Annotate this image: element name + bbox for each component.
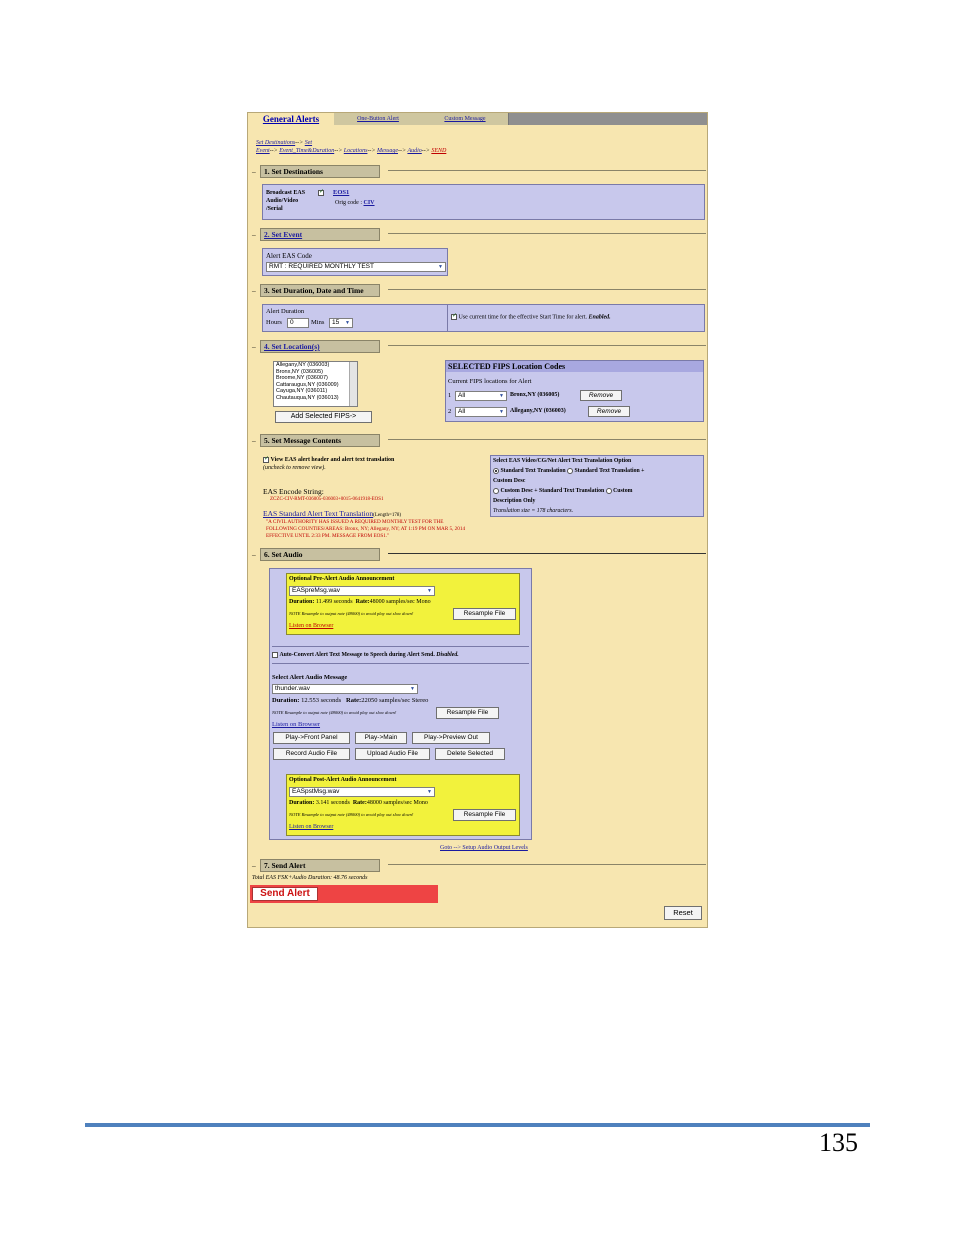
list-item[interactable]: Bronx,NY (036005) [276, 368, 323, 375]
section-title: 5. Set Message Contents [260, 434, 380, 447]
upload-audio-button[interactable]: Upload Audio File [355, 748, 430, 760]
option-label: Description Only [493, 498, 536, 504]
post-alert-note: NOTE Resample to output rate (48000) to avoid play out slow down! [289, 812, 414, 817]
auto-convert-row[interactable]: Auto-Convert Alert Text Message to Speech during Alert Send. Disabled. [272, 646, 529, 664]
total-duration: Total EAS FSK+Audio Duration: 48.76 seconds [252, 875, 368, 881]
chevron-down-icon: ▼ [438, 264, 443, 270]
crumb-locations[interactable]: Locations [343, 148, 368, 154]
tab-general-alerts[interactable]: General Alerts [248, 113, 335, 125]
fips-current-label: Current FIPS locations for Alert [448, 378, 532, 385]
pre-alert-resample-button[interactable]: Resample File [453, 608, 516, 620]
destination-type-label: Broadcast EAS Audio/Video /Serial [266, 190, 306, 212]
record-audio-button[interactable]: Record Audio File [273, 748, 350, 760]
crumb-set[interactable]: Set [304, 140, 313, 146]
fips-part-select[interactable]: All ▼ [455, 391, 507, 401]
tab-custom-message[interactable]: Custom Message [422, 113, 509, 125]
current-time-checkbox[interactable] [451, 314, 457, 320]
pre-alert-file-select[interactable]: EASpreMsg.wav ▼ [289, 586, 435, 596]
option-label: Custom Desc [493, 478, 526, 484]
chevron-down-icon: ▼ [499, 409, 504, 415]
translation-text: "A CIVIL AUTHORITY HAS ISSUED A REQUIRED MONTHLY TEST FOR THE FOLLOWING COUNTIES/AREAS: Bronx, NY; Allegany, NY; AT 1:19 PM ON MAR 5, 2014 EFFECTIVE UNTIL 2:33 PM. MESSAGE FROM EOS1." [266, 519, 466, 539]
radio-custom-only[interactable] [606, 488, 612, 494]
destinations-panel [262, 184, 705, 220]
post-alert-listen-link[interactable]: Listen on Browser [289, 824, 334, 830]
encode-string-value: ZCZC-CIV-RMT-036005-036003+0015-0641918-EOS1 [270, 497, 384, 502]
fips-location-name: Bronx,NY (036005) [510, 392, 560, 398]
reset-button[interactable]: Reset [664, 906, 702, 920]
send-alert-button[interactable]: Send Alert [252, 887, 318, 901]
auto-convert-checkbox[interactable] [272, 652, 278, 658]
crumb-event[interactable]: Event [256, 148, 270, 154]
page-number: 135 [819, 1128, 858, 1157]
event-panel [262, 248, 448, 276]
pre-alert-info: Duration: 11.499 seconds Rate:48000 samples/sec Mono [289, 599, 431, 605]
option-title: Select EAS Video/CG/Net Alert Text Translation Option [493, 458, 632, 464]
mins-select[interactable]: 15 ▼ [329, 318, 353, 328]
listbox-scrollbar[interactable] [349, 362, 357, 406]
fips-title: SELECTED FIPS Location Codes [446, 361, 703, 372]
crumb-sep: --> [421, 148, 430, 154]
section-set-message[interactable]: – 5. Set Message Contents [252, 434, 380, 445]
translation-link[interactable]: EAS Standard Alert Text Translation [263, 509, 374, 518]
breadcrumb [256, 139, 446, 155]
tab-bar [248, 113, 708, 125]
section-title: 2. Set Event [260, 228, 380, 241]
post-alert-file-select[interactable]: EASpstMsg.wav ▼ [289, 787, 435, 797]
crumb-event-time[interactable]: Event_Time&Duration [279, 148, 335, 154]
radio-standard[interactable] [493, 468, 499, 474]
list-item[interactable]: Broome,NY (036007) [276, 375, 328, 381]
crumb-destinations[interactable]: Set Destinations [256, 140, 296, 146]
destination-checkbox[interactable] [318, 189, 324, 197]
section-set-duration[interactable]: – 3. Set Duration, Date and Time [252, 284, 380, 295]
post-alert-resample-button[interactable]: Resample File [453, 809, 516, 821]
section-title: 6. Set Audio [260, 548, 380, 561]
chevron-down-icon: ▼ [410, 686, 415, 692]
section-set-locations[interactable]: – 4. Set Location(s) [252, 340, 380, 351]
crumb-sep: --> [367, 148, 376, 154]
radio-custom-standard[interactable] [493, 488, 499, 494]
remove-fips-button[interactable]: Remove [580, 390, 622, 401]
fips-row-num: 2 [448, 408, 452, 415]
pre-alert-panel [286, 573, 520, 635]
section-set-event[interactable]: – 2. Set Event [252, 228, 380, 239]
main-audio-resample-button[interactable]: Resample File [436, 707, 499, 719]
crumb-message[interactable]: Message [376, 148, 398, 154]
length-note: (Length=178) [373, 513, 401, 518]
play-main-button[interactable]: Play->Main [355, 732, 407, 744]
pre-alert-note: NOTE Resample to output rate (48000) to avoid play out slow down! [289, 611, 414, 616]
play-preview-button[interactable]: Play->Preview Out [412, 732, 490, 744]
main-audio-info: Duration: 12.553 seconds Rate:22050 samples/sec Stereo [272, 697, 429, 704]
list-item[interactable]: Chautauqua,NY (036013) [276, 394, 339, 401]
crumb-sep: --> [269, 148, 278, 154]
post-alert-info: Duration: 3.141 seconds Rate:48000 samples/sec Mono [289, 800, 428, 806]
chevron-down-icon: ▼ [499, 393, 504, 399]
section-set-audio[interactable]: – 6. Set Audio [252, 548, 380, 559]
crumb-send[interactable]: SEND [431, 148, 447, 154]
list-item[interactable]: Allegany,NY (036003) [276, 362, 330, 368]
view-translation-option[interactable]: ✓ View EAS alert header and alert text translation (uncheck to remove view). [263, 456, 394, 472]
fips-location-name: Allegany,NY (036003) [510, 408, 566, 414]
audio-panel [269, 568, 532, 840]
option-row-1: Standard Text Translation Standard Text Translation + [493, 466, 703, 476]
eas-alert-screenshot [247, 112, 708, 928]
duration-label: Alert Duration [266, 308, 305, 315]
section-title: 4. Set Location(s) [260, 340, 380, 353]
remove-fips-button[interactable]: Remove [588, 406, 630, 417]
crumb-audio[interactable]: Audio [407, 148, 422, 154]
chevron-down-icon: ▼ [427, 789, 432, 795]
section-send-alert[interactable]: – 7. Send Alert [252, 859, 380, 870]
option-row-2: Custom Desc + Standard Text Translation Custom [493, 486, 703, 496]
translation-link-row [263, 509, 401, 518]
radio-standard-custom[interactable] [567, 468, 573, 474]
pre-alert-listen-link[interactable]: Listen on Browser [289, 623, 334, 629]
event-code-select[interactable]: RMT : REQUIRED MONTHLY TEST ▼ [266, 262, 446, 272]
chevron-down-icon: ▼ [345, 320, 350, 326]
fips-row-num: 1 [448, 392, 452, 399]
list-item[interactable]: Cayuga,NY (036011) [276, 388, 328, 394]
footer-rule [85, 1123, 870, 1127]
hours-input[interactable]: 0 [287, 318, 309, 328]
orig-code: Orig code : CIV [335, 200, 375, 206]
event-label: Alert EAS Code [266, 252, 312, 260]
translation-size: Translation size = 178 characters. [493, 508, 574, 514]
divider [447, 305, 448, 331]
section-set-destinations[interactable]: – 1. Set Destinations [252, 165, 380, 176]
view-translation-checkbox[interactable] [263, 457, 269, 463]
orig-code-link[interactable]: CIV [363, 200, 375, 206]
main-audio-title: Select Alert Audio Message [272, 674, 348, 681]
post-alert-title: Optional Post-Alert Audio Announcement [289, 777, 397, 783]
fips-part-select[interactable]: All ▼ [455, 407, 507, 417]
main-audio-file-select[interactable]: thunder.wav ▼ [272, 684, 418, 694]
delete-selected-button[interactable]: Delete Selected [435, 748, 505, 760]
tab-one-button-alert[interactable]: One-Button Alert [334, 113, 423, 125]
section-title: 1. Set Destinations [260, 165, 380, 178]
crumb-sep: --> [295, 140, 304, 146]
duration-panel [262, 304, 705, 332]
county-listbox[interactable] [273, 361, 358, 407]
fips-panel [445, 360, 704, 422]
mins-label: Mins [311, 319, 325, 326]
chevron-down-icon: ▼ [427, 588, 432, 594]
add-selected-fips-button[interactable]: Add Selected FIPS-> [275, 411, 372, 423]
main-audio-note: NOTE Resample to output rate (48000) to avoid play out slow down! [272, 710, 397, 715]
goto-audio-levels-link[interactable]: Goto --> Setup Audio Output Levels [440, 845, 528, 851]
hours-label: Hours [266, 319, 282, 326]
section-title: 7. Send Alert [260, 859, 380, 872]
encode-string-label: EAS Encode String: [263, 487, 324, 496]
send-alert-bar [250, 885, 438, 903]
station-link[interactable]: EOS1 [333, 189, 350, 196]
pre-alert-title: Optional Pre-Alert Audio Announcement [289, 576, 395, 582]
crumb-sep: --> [397, 148, 407, 154]
crumb-sep: --> [334, 148, 343, 154]
section-title: 3. Set Duration, Date and Time [260, 284, 380, 297]
list-item[interactable]: Cattaraugus,NY (036009) [276, 381, 339, 388]
current-time-option[interactable]: ✓ Use current time for the effective Start Time for alert. Enabled. [451, 314, 611, 320]
post-alert-panel [286, 774, 520, 836]
play-front-panel-button[interactable]: Play->Front Panel [273, 732, 350, 744]
enabled-status: Enabled. [588, 314, 611, 321]
translation-option-panel [490, 455, 704, 517]
main-audio-listen-link[interactable]: Listen on Browser [272, 721, 321, 728]
